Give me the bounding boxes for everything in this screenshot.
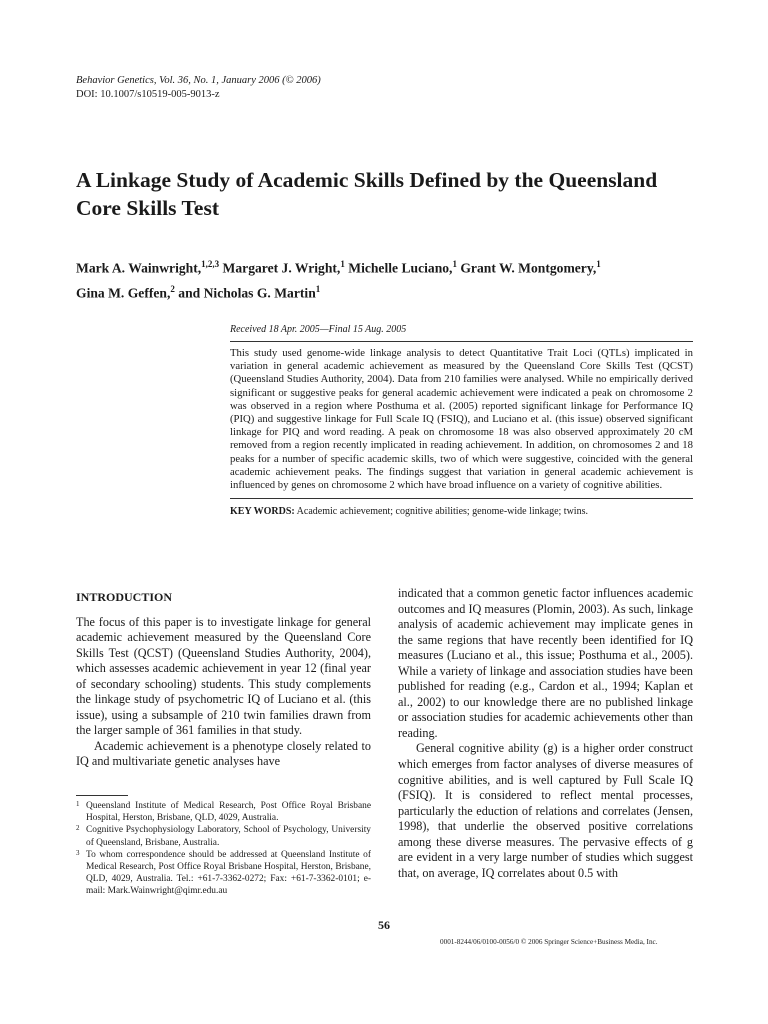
journal-header xyxy=(76,74,321,102)
page-number: 56 xyxy=(378,918,390,932)
author-name: Mark A. Wainwright, xyxy=(76,260,202,276)
keywords xyxy=(230,505,693,519)
author-list xyxy=(76,254,696,303)
footnote-text: To whom correspondence should be addressed at Queensland Institute of Medical Research, Post Office Royal Brisbane Hospital, Herston, Brisbane, QLD, 4029, Australia. Tel.: +61-7-3362-0272; Fax: +61-7-3362-0101; e-mail: Mark.Wainwright@qimr.edu.au xyxy=(86,849,371,897)
abstract-text: This study used genome-wide linkage analysis to detect Quantitative Trait Loci (QTLs) implicated in variation in general academic achievement as measured by the Queensland Core Skills Test (QCST) (Queensland Studies Authority, 2004). Data from 210 families were analysed. While no empirically derived significant or suggestive peaks for general academic achievement were indicated a peak on chromosome 2 was observed in a region where Posthuma et al. (2005) reported significant linkage for Performance IQ (PIQ) and suggestive linkage for Full Scale IQ (FSIQ), and Luciano et al. (this issue) observed significant linkage for PIQ and word reading. A peak on chromosome 18 was also observed approximately 20 cM removed from a region recently implicated in reading achievement. In addition, on chromosomes 2 and 18 peaks for a number of specific academic skills, two of which were suggestive, coincided with the general academic achievement peaks. The findings suggest that variation in general academic achievement is influenced by genes on chromosome 2 which have broad influence on a variety of cognitive abilities. xyxy=(230,347,693,492)
copyright-line: 0001-8244/06/0100-0056/0 © 2006 Springer Science+Business Media, Inc. xyxy=(440,938,658,946)
footnote-mark: 1 xyxy=(76,800,80,808)
footnote xyxy=(76,824,371,848)
author-name: Gina M. Geffen, xyxy=(76,285,171,301)
author-name: and Nicholas G. Martin xyxy=(178,285,316,301)
abstract-bottom-rule xyxy=(230,498,693,499)
author-affiliation: 1 xyxy=(340,259,345,269)
footnote-text: Cognitive Psychophysiology Laboratory, School of Psychology, University of Queensland, Brisbane, Australia. xyxy=(86,825,371,848)
author-name: Grant W. Montgomery, xyxy=(460,260,597,276)
article-title: A Linkage Study of Academic Skills Defined by the Queensland Core Skills Test xyxy=(76,168,658,220)
footnote-mark: 2 xyxy=(76,824,80,833)
abstract-block xyxy=(230,323,693,519)
right-column xyxy=(398,586,693,881)
abstract-top-rule xyxy=(230,341,693,342)
footnote xyxy=(76,800,371,824)
footnote xyxy=(76,849,371,898)
author-affiliation: 1 xyxy=(452,259,457,269)
left-column xyxy=(76,590,371,770)
paragraph: indicated that a common genetic factor influences academic outcomes and IQ measures (Plomin, 2003). As such, linkage analysis of academic achievement may implicate genes in the same regions that have recently been identified for IQ measures (Luciano et al., this issue; Posthuma et al., 2005). While a variety of linkage and association studies have been published for reading (e.g., Cardon et al., 1994; Kaplan et al., 2002) to our knowledge there are no published linkage or association studies for academic achievements other than reading. xyxy=(398,586,693,740)
keywords-label: KEY WORDS: xyxy=(230,506,295,518)
author-affiliation: 1 xyxy=(596,259,601,269)
paragraph: General cognitive ability (g) is a higher order construct which emerges from factor analyses of diverse measures of cognitive abilities, and is well captured by Full Scale IQ (FSIQ). It is considered to reflect mental processes, particularly the eduction of relations and correlates (Jensen, 1998), that underlie the observed positive correlations among these diverse measures. The pervasive effects of g are evident in a very large number of studies which suggest that, on average, IQ correlates about 0.5 with xyxy=(398,741,693,880)
author-affiliation: 1 xyxy=(315,283,321,294)
author-affiliation: 2 xyxy=(170,283,175,294)
footnote-text: Queensland Institute of Medical Research, Post Office Royal Brisbane Hospital, Herston, Brisbane, QLD, 4029, Australia. xyxy=(86,801,371,824)
keywords-text: Academic achievement; cognitive abilities; genome-wide linkage; twins. xyxy=(294,506,588,518)
paragraph: Academic achievement is a phenotype closely related to IQ and multivariate genetic analyses have xyxy=(76,738,371,769)
author-affiliation: 1,2,3 xyxy=(201,259,220,269)
paragraph: The focus of this paper is to investigate linkage for general academic achievement measured by the Queensland Core Skills Test (QCST) (Queensland Studies Authority, 2004), which assesses academic achievement in year 12 (final year of secondary schooling) students. This study complements the linkage study of psychometric IQ of Luciano et al. (this issue), using a subsample of 210 twin families drawn from the larger sample of 361 families in that study. xyxy=(76,614,371,738)
footnote-mark: 3 xyxy=(76,848,80,857)
footnotes xyxy=(76,800,371,898)
received-dates: Received 18 Apr. 2005—Final 15 Aug. 2005 xyxy=(230,324,407,335)
author-name: Margaret J. Wright, xyxy=(222,260,341,276)
doi: DOI: 10.1007/s10519-005-9013-z xyxy=(76,89,220,100)
section-heading-introduction: INTRODUCTION xyxy=(76,590,173,604)
footnote-rule xyxy=(76,795,128,796)
journal-citation: Behavior Genetics, Vol. 36, No. 1, January 2006 (© 2006) xyxy=(76,75,321,86)
author-name: Michelle Luciano, xyxy=(348,260,453,276)
